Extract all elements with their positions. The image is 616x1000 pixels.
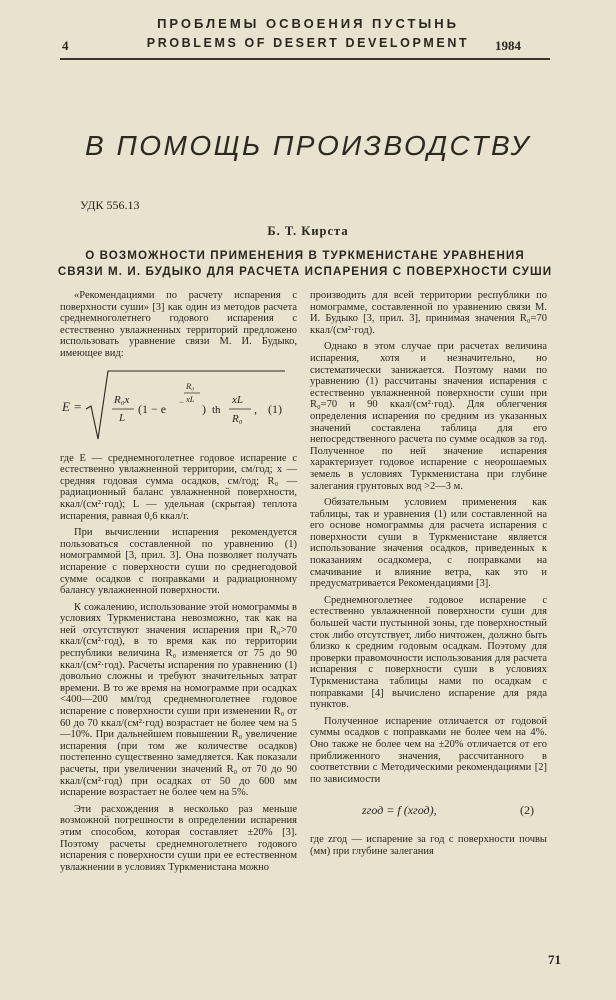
eq-tail: ,	[254, 401, 257, 416]
journal-title-ru: ПРОБЛЕМЫ ОСВОЕНИЯ ПУСТЫНЬ	[157, 16, 459, 31]
paragraph: производить для всей территории республики по номограмме, составленной по уравнению связи М. И. Будыко [3, прил. 3], принимая значения R₀=70 ккал/(см²·год).	[310, 290, 547, 336]
right-column	[310, 290, 547, 863]
article-title	[50, 248, 560, 280]
paragraph: К сожалению, использование этой номограммы в условиях Туркменистана невозможно, так как на ней отсутствуют значения испарения при R₀>70 ккал/(см²·год), в то время как по территории республики величина R₀ изменяется от 75 до 90 ккал/(см²·год). Расчеты испарения по уравнению (1) довольно сложны и требуют значительных затрат времени. В то же время на номограмме при осадках <400—200 мм/год среднемноголетнее годовое испарение с поверхности суши при изменении R₀ от 60 до 70 ккал/(см²·год) возрастает не более чем на 5—10%. При дальнейшем повышении R₀ увеличение испарения (при том же количестве осадков) постепенно существенно замедляется. Как показали расчеты, при увеличении значений R₀ от 70 до 90 ккал/(см²·год) при осадках от 50 до 600 мм испарение возрастает не более чем на 5%.	[60, 601, 297, 799]
paragraph: При вычислении испарения рекомендуется пользоваться составленной по уравнению (1) номограммой [3, прил. 3]. Она позволяет получать испарение с поверхности суши по среднегодовой сумме осадков с поправками и радиационному балансу увлажненной поверхности.	[60, 527, 297, 597]
article-author: Б. Т. Кирста	[267, 224, 349, 238]
paragraph: где E — среднемноголетнее годовое испарение с естественно увлажненной территории, см/год; x — средняя годовая сумма осадков, см/год; R₀ — радиационный баланс увлажненной поверхности, ккал/(см²·год); L — удельная (скрытая) теплота испарения, равная 0,6 ккал/г.	[60, 452, 297, 522]
paragraph: Полученное испарение отличается от годовой суммы осадков с поправками не более чем на 4%. Оно также не более чем на ±20% отличается от его приближенного значения, рассчитанного в соответствии с Методическими рекомендациями [2] по зависимости	[310, 715, 547, 785]
journal-title-en: PROBLEMS OF DESERT DEVELOPMENT	[146, 36, 470, 50]
article-title-line-1: О ВОЗМОЖНОСТИ ПРИМЕНЕНИЯ В ТУРКМЕНИСТАНЕ УРАВНЕНИЯ	[85, 249, 525, 262]
eq-exp-den: xL	[186, 393, 195, 404]
section-rubric: В ПОМОЩЬ ПРОИЗВОДСТВУ	[85, 130, 531, 161]
eq-rparen: )	[202, 401, 206, 416]
equation-1	[60, 365, 297, 449]
paragraph: Среднемноголетнее годовое испарение с естественно увлажненной поверхности суши для большей части пустынной зоны, где поверхностный сток либо отсутствует, либо ничтожен, должно быть близко к средним годовым осадкам. Поэтому для проверки правомочности использования для расчета испарения с поверхности суши в условиях Туркменистана таблицы нами по осадкам с поправками [4] вычислено испарение для ряда пунктов.	[310, 594, 547, 711]
eq-exp-num: R₀	[186, 380, 195, 391]
eq-exp-minus: −	[179, 396, 185, 407]
paragraph: Эти расхождения в несколько раз меньше возможной погрешности в определении испарения этим способом, которая составляет ±20% [3]. Поэтому расчеты среднемноголетнего годового испарения с поверхности суши при ее естественном увлажнении в условиях Туркменистана можно	[60, 803, 297, 873]
eq-lhs: E =	[62, 398, 82, 414]
issue-year: 1984	[495, 38, 521, 53]
paragraph: где zгод — испарение за год с поверхности почвы (мм) при глубине залегания	[310, 834, 547, 857]
eq2-text: zгод = f (xгод),	[362, 803, 437, 818]
eq-den-right: R₀	[232, 412, 243, 425]
eq-num-left: R₀x	[114, 393, 130, 406]
eq-den-left: L	[119, 411, 126, 424]
page-number: 71	[548, 952, 561, 967]
equation-1-graphic	[60, 365, 297, 449]
paragraph: Однако в этом случае при расчетах величина испарения, хотя и незначительно, но систематически занижается. Поэтому нами по уравнению (1) рассчитаны значения испарения с естественно увлажненной поверхности суши при R₀=70 и 90 ккал/(см²·год). Для облегчения определения испарения по средним из указанных значений составлена таблица для его непосредственного расчета по сумме осадков за год. Полученное по ней значение испарения характеризует годовое испарение с неорошаемых земель в условиях Туркменистана при глубине залегания грунтовых вод >2—3 м.	[310, 341, 547, 492]
eq-number-1: (1)	[268, 401, 282, 416]
paragraph: «Рекомендациями по расчету испарения с поверхности суши» [3] как один из методов расчета среднемноголетнего годового испарения с естественно увлажненных территорий предложено использовать уравнение связи М. И. Будыко, имеющее вид:	[60, 290, 297, 359]
eq-num-right: xL	[232, 393, 243, 406]
eq-mid: (1 − e	[138, 401, 167, 416]
paragraph: Обязательным условием применения как таблицы, так и уравнения (1) или составленной на его основе номограммы для расчета испарения с поверхности суши в Туркменистане является использование значения осадков, приведенных к показаниям осадкомера, с поправками на смачивание и влияние ветра, как это и предусматривается Рекомендациями [3].	[310, 497, 547, 590]
eq-number-2: (2)	[520, 803, 534, 818]
article-title-line-2: СВЯЗИ М. И. БУДЫКО ДЛЯ РАСЧЕТА ИСПАРЕНИЯ С ПОВЕРХНОСТИ СУШИ	[57, 265, 553, 278]
equation-2	[310, 790, 547, 830]
udk-code: УДК 556.13	[80, 198, 140, 212]
issue-number: 4	[62, 38, 69, 53]
header-rule	[60, 58, 550, 60]
equation-2-graphic	[310, 790, 547, 830]
left-column	[60, 290, 297, 878]
eq-th: th	[212, 403, 221, 416]
